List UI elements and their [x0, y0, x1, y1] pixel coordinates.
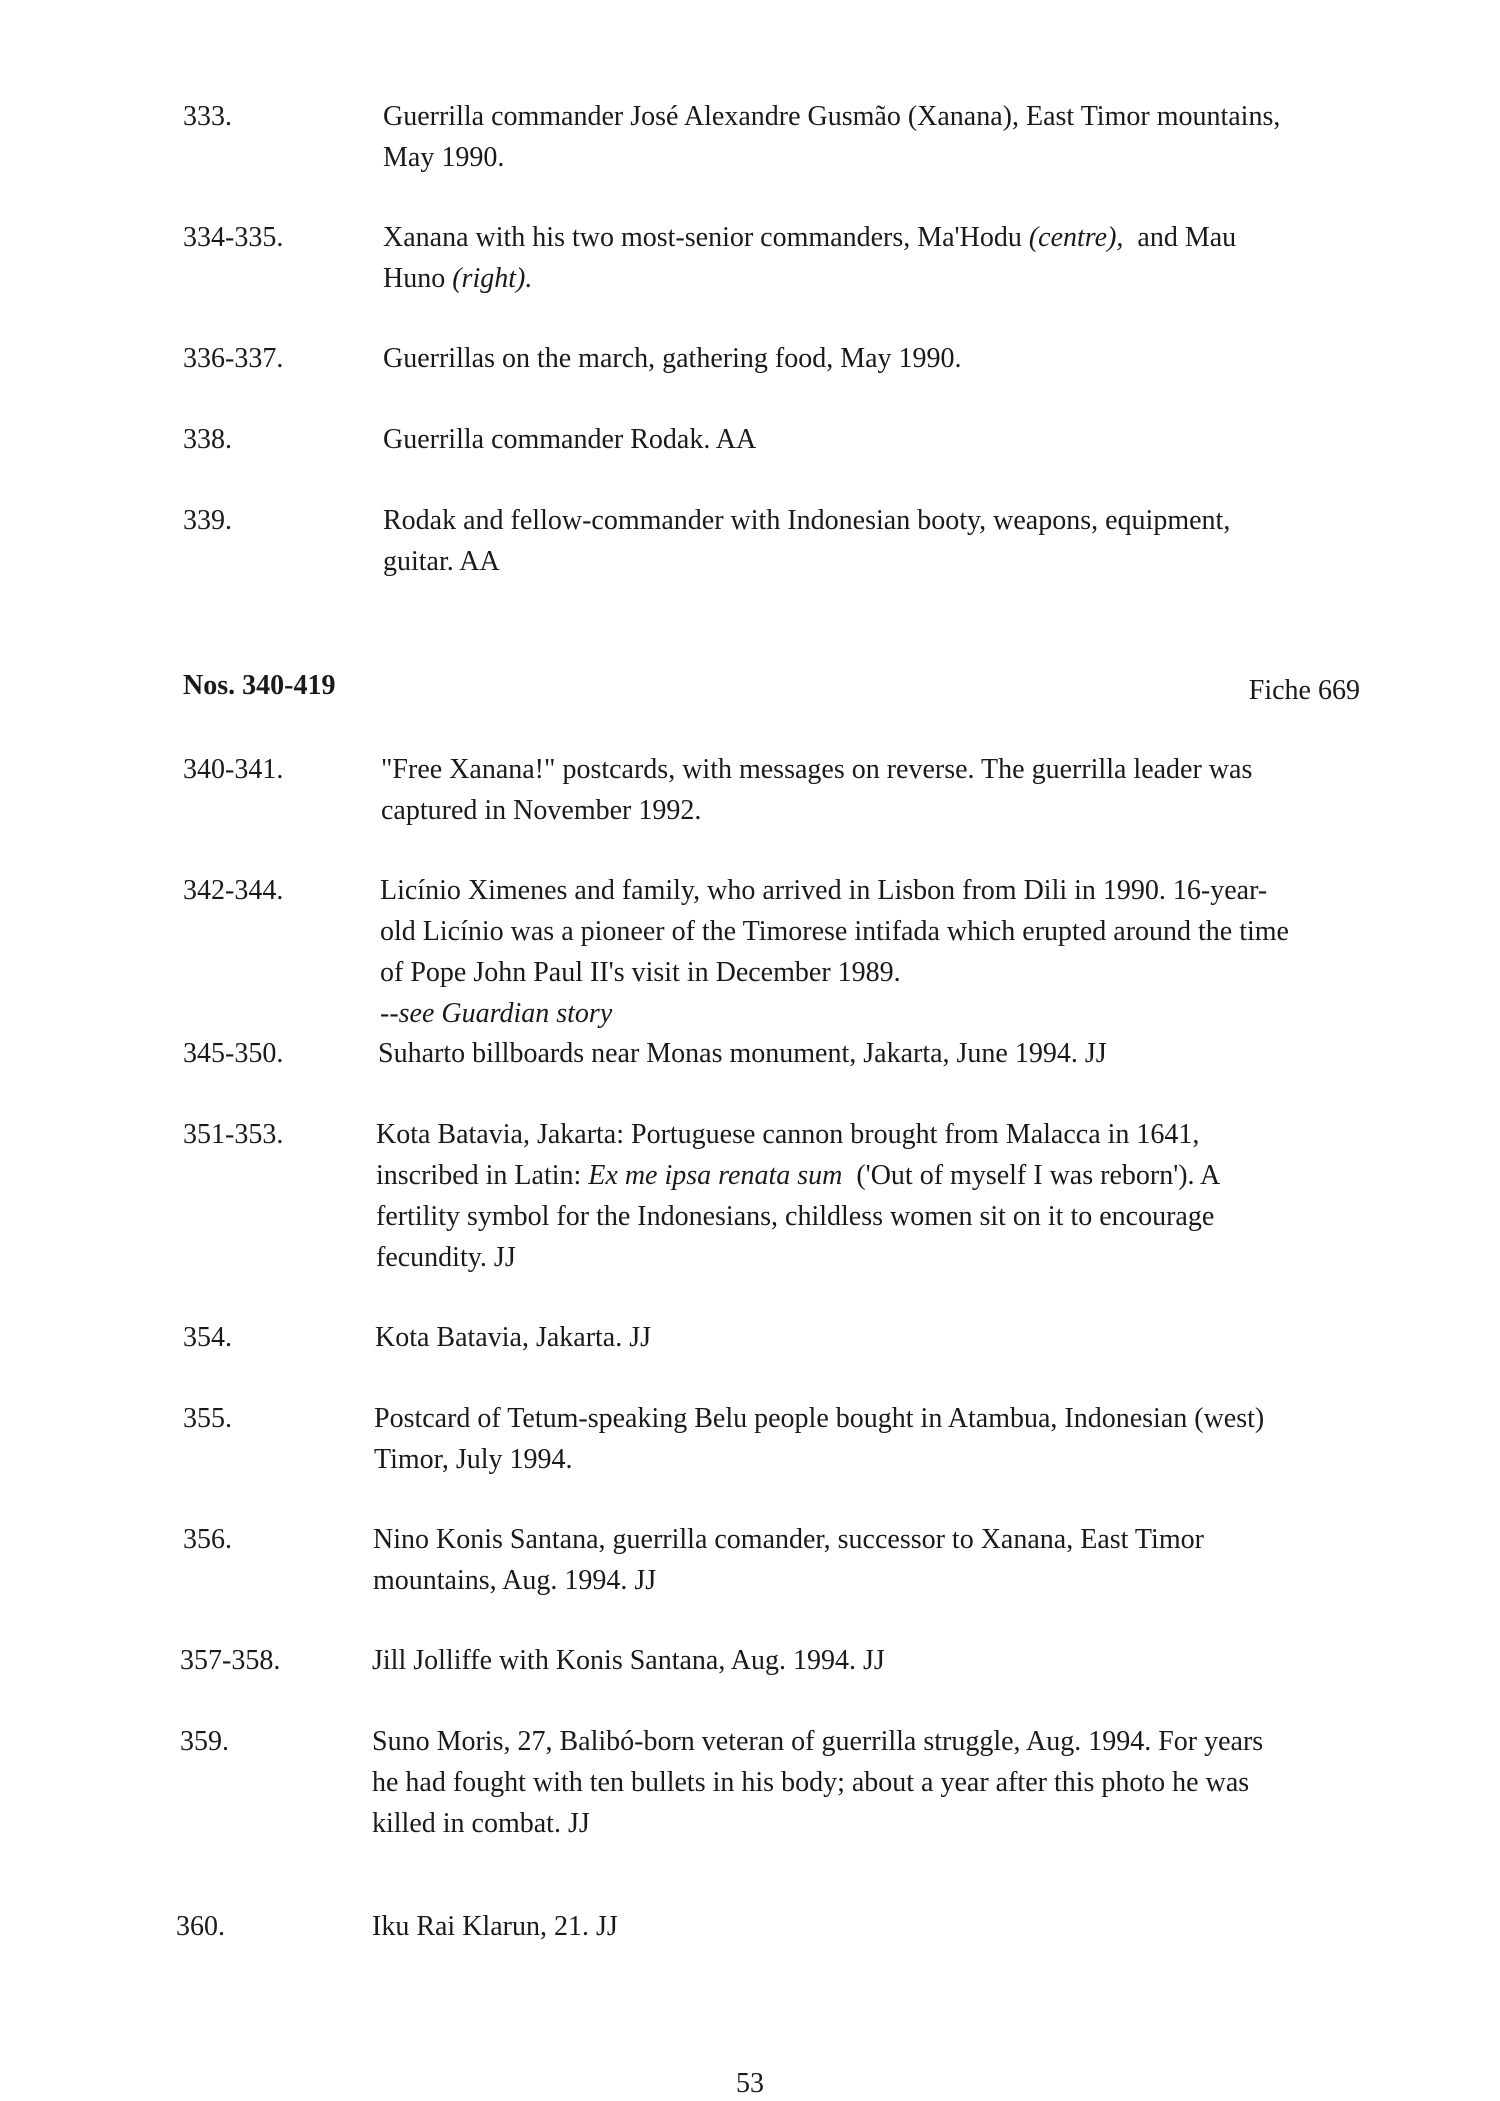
entry-text: Kota Batavia, Jakarta. JJ [375, 1322, 652, 1353]
entry-text: Iku Rai Klarun, 21. JJ [372, 1911, 618, 1942]
page-number: 53 [736, 2068, 764, 2099]
entry-number: 340-341. [183, 754, 284, 785]
entry-text: Suharto billboards near Monas monument, Jakarta, June 1994. JJ [378, 1038, 1107, 1069]
guardian-story-reference: --see Guardian story [380, 998, 613, 1029]
entry-text: Rodak and fellow-commander with Indonesian booty, weapons, equipment, guitar. AA [383, 505, 1231, 577]
section-range: Nos. 340-419 [183, 670, 336, 701]
entry-number: 355. [183, 1403, 232, 1434]
entry-number: 336-337. [183, 343, 284, 374]
entry-text: Jill Jolliffe with Konis Santana, Aug. 1994. JJ [372, 1645, 885, 1676]
entry-text: Kota Batavia, Jakarta: Portuguese cannon brought from Malacca in 1641, inscribed in Latin: Ex me ipsa renata sum ('Out of myself I was reborn'). A fertility symbol for the Indonesians, childless women sit on it to encourage fecundity. JJ [376, 1119, 1221, 1273]
entry-number: 333. [183, 101, 232, 132]
fiche-label: Fiche 669 [1248, 675, 1360, 706]
entry-number: 357-358. [180, 1645, 281, 1676]
entry-text: Suno Moris, 27, Balibó-born veteran of guerrilla struggle, Aug. 1994. For years he had fought with ten bullets in his body; about a year after this photo he was killed in combat. JJ [372, 1726, 1264, 1839]
entry-text: "Free Xanana!" postcards, with messages on reverse. The guerrilla leader was captured in November 1992. [381, 754, 1253, 826]
entry-text: Guerrillas on the march, gathering food, May 1990. [383, 343, 962, 374]
entry-number: 351-353. [183, 1119, 284, 1150]
entry-number: 334-335. [183, 222, 284, 253]
entry-text: Nino Konis Santana, guerrilla comander, successor to Xanana, East Timor mountains, Aug. 1994. JJ [373, 1524, 1204, 1596]
latin-inscription: Ex me ipsa renata sum [588, 1160, 843, 1191]
entry-number: 339. [183, 505, 232, 536]
entry-number: 359. [180, 1726, 229, 1757]
entry-number: 342-344. [183, 875, 284, 906]
entry-text: Guerrilla commander Rodak. AA [383, 424, 757, 455]
entry-number: 360. [176, 1911, 225, 1942]
entry-text: Xanana with his two most-senior commanders, Ma'Hodu (centre), and Mau Huno (right). [383, 222, 1237, 294]
entry-number: 354. [183, 1322, 232, 1353]
entry-text: Postcard of Tetum-speaking Belu people bought in Atambua, Indonesian (west) Timor, July 1994. [374, 1403, 1265, 1475]
entry-number: 356. [183, 1524, 232, 1555]
entry-number: 338. [183, 424, 232, 455]
entry-text: Guerrilla commander José Alexandre Gusmão (Xanana), East Timor mountains, May 1990. [383, 101, 1281, 173]
entry-number: 345-350. [183, 1038, 284, 1069]
entry-text: Licínio Ximenes and family, who arrived in Lisbon from Dili in 1990. 16-year- old Licínio was a pioneer of the Timorese intifada which erupted around the time of Pope John Paul II's visit in December 1989. --see Guardian story [380, 870, 1289, 1034]
